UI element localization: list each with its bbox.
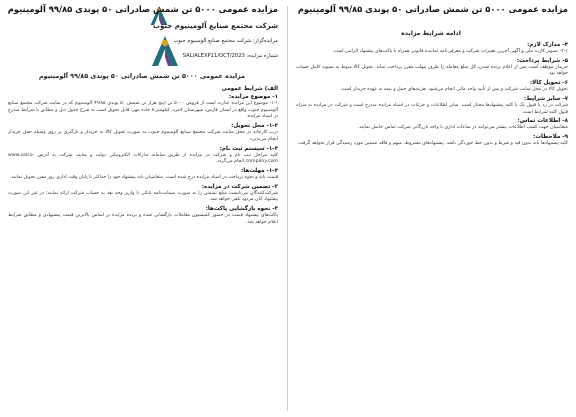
right-section bbox=[296, 42, 568, 56]
left-section bbox=[8, 94, 278, 121]
section-text: خریدار موظف است پس از اعلام برنده شدن، کل مبلغ معامله را ظرف مهلت مقرر پرداخت نماید. تحویل کالا منوط به تسویه کامل حساب خواهد بود. bbox=[296, 64, 568, 77]
section-heading: ۶- تحویل کالا: bbox=[529, 80, 568, 87]
section-heading: ۱-۳- سیستم ثبت نام: bbox=[219, 145, 278, 152]
section-heading: ۱-۲- محل تحویل: bbox=[231, 123, 278, 130]
section-heading: ۸- اطلاعات تماس: bbox=[517, 118, 568, 125]
section-text: پاکت‌های پیشنهاد قیمت در حضور کمیسیون معاملات بازگشایی شده و برنده مزایده بر اساس بالاترین قیمت پیشنهادی و مطابق شرایط اعلام خواهد شد. bbox=[8, 213, 278, 225]
left-body bbox=[8, 84, 278, 228]
right-section bbox=[296, 118, 568, 132]
left-section bbox=[8, 184, 278, 204]
section-text: قیمت پایه و نحوه پرداخت در اسناد مزایده درج شده است. متقاضیان باید پیشنهاد خود را حداکثر تا پایان وقت اداری روز مقرر تحویل نمایند. bbox=[9, 174, 278, 180]
section-heading: ۴- مدارک لازم: bbox=[527, 42, 568, 48]
section-title: ادامه شرایط مزایده bbox=[401, 30, 461, 37]
left-column bbox=[0, 0, 286, 417]
left-section bbox=[8, 146, 278, 166]
section-heading: ۹- ملاحظات: bbox=[533, 133, 568, 140]
general-conditions-heading: الف) شرایط عمومی bbox=[221, 86, 278, 92]
left-section bbox=[8, 123, 278, 143]
section-heading: ۳- نحوه بازگشایی پاکت‌ها: bbox=[205, 206, 278, 213]
company-name: شرکت مجتمع صنایع آلومینیوم جنوب bbox=[152, 22, 278, 30]
section-heading: ۷- سایر شرایط: bbox=[523, 95, 568, 102]
section-text: ۴-۱- تصویر کارت ملی و آگهی آخرین تغییرات شرکت و معرفی‌نامه نماینده قانونی همراه با پاکت‌های پیشنهاد الزامی است. bbox=[332, 49, 568, 54]
section-text: متقاضیان جهت کسب اطلاعات بیشتر می‌توانند در ساعات اداری با واحد بازرگانی شرکت تماس حاصل نمایند. bbox=[357, 125, 568, 131]
column-divider bbox=[287, 6, 288, 411]
right-section bbox=[296, 80, 568, 94]
section-text: تحویل کالا در محل سایت شرکت و پس از تأیید واحد مالی انجام می‌شود. هزینه‌های حمل و بیمه به عهده خریدار است. bbox=[340, 87, 568, 93]
left-section bbox=[8, 206, 278, 226]
right-column bbox=[290, 0, 576, 417]
right-section bbox=[296, 134, 568, 148]
section-text: کلیه پیشنهادها باید بدون قید و شرط و بدون خط خوردگی باشد. پیشنهادهای مشروط، مبهم و فاقد تضمین مورد رسیدگی قرار نخواهد گرفت. bbox=[297, 140, 568, 146]
section-text: کلیه مراحل ثبت نام و شرکت در مزایده از طریق سامانه تدارکات الکترونیکی دولت و سایت شرکت به آدرس www.salco-company.com انجام می‌گردد. bbox=[8, 152, 278, 165]
section-heading: ۵- شرایط پرداخت: bbox=[516, 57, 568, 64]
right-section bbox=[296, 58, 568, 78]
section-heading: ۱- موضوع مزایده: bbox=[228, 94, 278, 100]
right-section bbox=[296, 96, 568, 116]
section-heading: ۲- تضمین شرکت در مزایده: bbox=[201, 183, 278, 190]
section-text: درب کارخانه در محل سایت شرکت مجتمع صنایع آلومینیوم جنوب به صورت تحویل کالا به خریدار و بارگیری بر روی وسیله حمل خریدار انجام می‌پذیرد. bbox=[8, 130, 278, 142]
section-heading: ۱-۴- مهلت‌ها: bbox=[240, 167, 278, 174]
auctioneer-line: مزایده‌گزار: شرکت مجتمع صنایع آلومینیوم جنوب bbox=[173, 38, 278, 44]
right-body bbox=[296, 40, 568, 149]
section-title: مزایده عمومی ۵۰۰۰ تن شمش صادراتی ۵۰ پوندی ۹۹/۸۵ آلومینیوم bbox=[38, 72, 246, 80]
page-title: مزایده عمومی ۵۰۰۰ تن شمش صادراتی ۵۰ پوندی ۹۹/۸۵ آلومینیوم bbox=[297, 4, 568, 14]
section-text: ۱-۱- موضوع این مزایده عبارت است از فروش ۵۰۰۰ تن (پنج هزار تن شمش ۵۰ پوندی ۹۹/۸۵ آلومینیوم که در سایت شرکت مجتمع صنایع آلومینیوم جنوب واقع در استان فارس، شهرستان لامرد، کیلومتر ۸ جاده مهر، قابل تحویل است به شرح جدول ذیل و مطابق با شرایط مندرج در اسناد مزایده. bbox=[8, 101, 279, 120]
page-title: مزایده عمومی ۵۰۰۰ تن شمش صادراتی ۵۰ پوندی ۹۹/۸۵ آلومینیوم bbox=[7, 4, 278, 14]
auction-reference: شماره مزایده: SAL/ALEXP11/OCT/2023 bbox=[182, 53, 278, 59]
section-text: شرکت در رد یا قبول یک یا کلیه پیشنهادها مختار است. سایر اطلاعات و جزئیات در اسناد مزایده مندرج است و شرکت در مزایده به منزله قبول کلیه شرایط است. bbox=[296, 102, 568, 115]
left-section bbox=[8, 168, 278, 182]
section-text: شرکت‌کنندگان می‌بایست مبلغ تضمین را به صورت ضمانت‌نامه بانکی یا واریز وجه نقد به حساب شرکت ارائه نمایند؛ در غیر این صورت پیشنهاد آنان مردود تلقی خواهد شد. bbox=[8, 190, 278, 203]
